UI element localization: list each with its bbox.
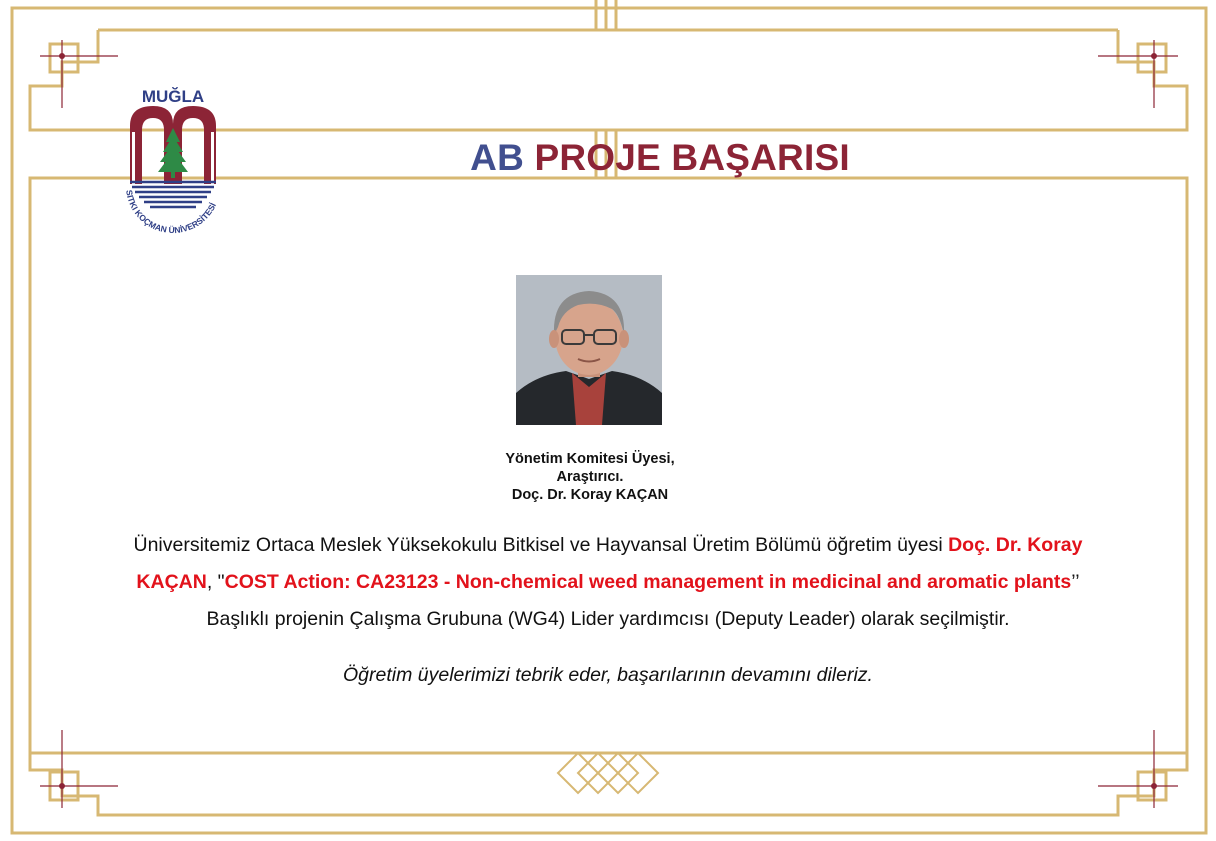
announcement-line-3: Başlıklı projenin Çalışma Grubuna (WG4) Lider yardımcısı (Deputy Leader) olarak seçilmiştir. xyxy=(206,608,1010,630)
announcement-intro: Üniversitemiz Ortaca Meslek Yüksekokulu Bitkisel ve Hayvansal Üretim Bölümü öğretim üyesi xyxy=(133,534,949,556)
caption-title: Araştırıcı. xyxy=(556,469,624,485)
closing-quote: ’’ xyxy=(1071,571,1080,593)
highlight-name-part1: Doç. Dr. Koray xyxy=(948,534,1083,556)
title-part-ab: AB xyxy=(470,137,525,178)
caption-role: Yönetim Komitesi Üyesi, xyxy=(505,451,675,467)
university-logo xyxy=(118,84,228,244)
announcement-text xyxy=(70,527,1146,638)
congratulation-text: Öğretim üyelerimizi tebrik eder, başarılarının devamını dileriz. xyxy=(343,664,873,686)
title-part-main: PROJE BAŞARISI xyxy=(534,137,850,178)
logo-top-text: MUĞLA xyxy=(141,87,205,106)
highlight-name-part2: KAÇAN xyxy=(136,571,207,593)
announcement-line-2 xyxy=(70,564,1146,601)
page-title xyxy=(300,136,1020,180)
caption-name: Doç. Dr. Koray KAÇAN xyxy=(511,487,669,503)
project-title: COST Action: CA23123 - Non-chemical weed management in medicinal and aromatic plants xyxy=(224,571,1072,593)
photo-caption xyxy=(390,450,790,504)
logo-ring-text: SITKI KOÇMAN ÜNİVERSİTESİ xyxy=(124,189,219,236)
person-photo xyxy=(516,275,662,425)
announcement-line-1 xyxy=(70,527,1146,564)
separator: , " xyxy=(206,571,225,593)
